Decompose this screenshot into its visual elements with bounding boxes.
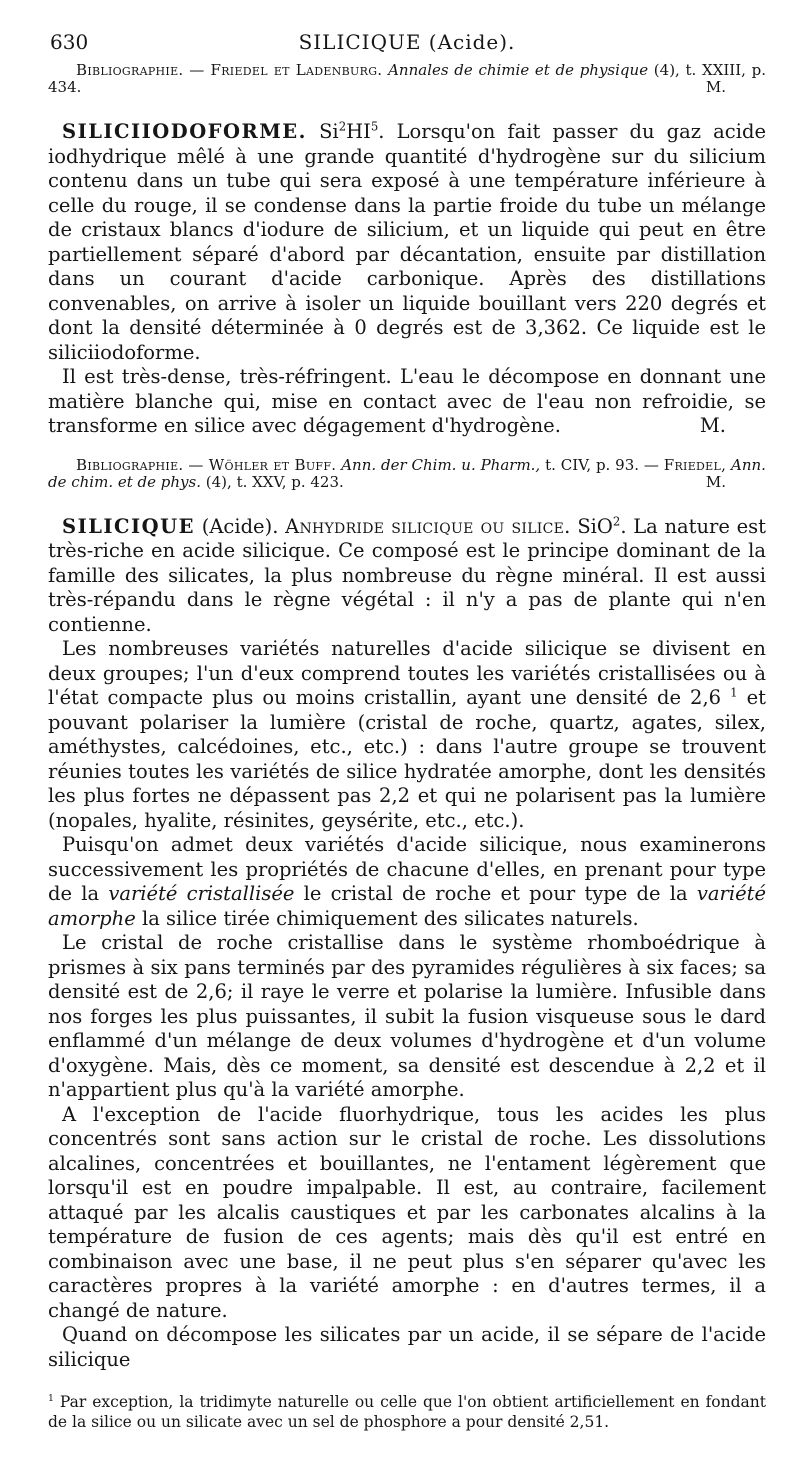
chemical-formula: $Si^2HI^5$ bbox=[319, 119, 379, 143]
paragraph: Il est très-dense, très-réfringent. L'eau le décompose en donnant une matière blanche qui, mise en contact avec de l'eau non refroidie, se transforme en silice avec dégagement d'hydrogène. M. bbox=[48, 365, 766, 437]
footnote-marker: 1 bbox=[48, 1392, 54, 1404]
running-header bbox=[48, 28, 766, 62]
paragraph: A l'exception de l'acide fluorhydrique, tous les acides les plus concentrés sont sans action sur le cristal de roche. Les dissolutions alcalines, concentrées et bouillantes, ne l'entament légèrement que lorsqu'il est en poudre impalpable. Il est, au contraire, facilement attaqué par les alcalis caustiques et par les carbonates alcalins à la température de fusion de ces agents; mais dès qu'il est entré en combinaison avec une base, il ne peut plus s'en séparer qu'avec les caractères propres à la variété amorphe : en d'autres termes, il a changé de nature. bbox=[48, 1102, 766, 1322]
author-signature: M. bbox=[699, 414, 726, 437]
article-heading: SILICIQUE bbox=[62, 514, 196, 538]
article-subheading: Anhydride silicique ou silice. bbox=[285, 514, 571, 538]
article-siliciiodoforme: SILICIIODOFORME. $Si^2HI^5$. Lorsqu'on fait passer du gaz acide iodhydrique mêlé à une grande quantité d'hydrogène sur du silicium contenu dans un tube qui sera exposé à une température inférieure à celle du rouge, il se condense dans la partie froide du tube un mélange de cristaux blancs d'iodure de silicium, et un liquide qui peut en être partiellement séparé d'abord par décantation, ensuite par distillation dans un courant d'acide carbonique. Après des distillations convenables, on arrive à isoler un liquide bouillant vers 220 degrés et dont la densité déterminée à 0 degrés est de 3,362. Ce liquide est le siliciiodoforme. bbox=[48, 119, 766, 364]
author-signature: M. bbox=[705, 78, 726, 96]
bibliography-entry: Bibliographie. — Wöhler et Buff. Ann. der Chim. u. Pharm., t. CIV, p. 93. — Friedel, Ann. de chim. et de phys. (4), t. XXV, p. 423. M. bbox=[48, 455, 766, 491]
page-number: 630 bbox=[50, 30, 89, 54]
bibliography-entry: Bibliographie. — Friedel et Ladenburg. Annales de chimie et de physique (4), t. XXIII, p. 434. M. bbox=[48, 61, 766, 96]
article-heading: SILICIIODOFORME. bbox=[62, 120, 307, 143]
paragraph: Puisqu'on admet deux variétés d'acide silicique, nous examinerons successivement les propriétés de chacune d'elles, en prenant pour type de la variété cristallisée le cristal de roche et pour type de la variété amorphe la silice tirée chimiquement des silicates naturels. bbox=[48, 833, 766, 930]
footnote-reference: 1 bbox=[730, 685, 738, 700]
paragraph: Le cristal de roche cristallise dans le système rhomboédrique à prismes à six pans terminés par des pyramides régulières à six faces; sa densité est de 2,6; il raye le verre et polarise la lumière. Infusible dans nos forges les plus puissantes, il subit la fusion visqueuse sous le dard enflammé d'un mélange de deux volumes d'hydrogène et d'un volume d'oxygène. Mais, dès ce moment, sa densité est descendue à 2,2 et il n'appartient plus qu'à la variété amorphe. bbox=[48, 931, 766, 1101]
article-silicique: SILICIQUE (Acide). Anhydride silicique ou silice. SiO$^2$. La nature est très-riche en acide silicique. Ce composé est le principe dominant de la famille des silicates, la plus nombreuse du règne minéral. Il est aussi très-répandu dans le règne végétal : il n'y a pas de plante qui n'en contienne. bbox=[48, 514, 766, 636]
paragraph: Quand on décompose les silicates par un acide, il se sépare de l'acide silicique bbox=[48, 1323, 766, 1371]
paragraph: Les nombreuses variétés naturelles d'acide silicique se divisent en deux groupes; l'un d'eux comprend toutes les variétés cristallisées ou à l'état compacte plus ou moins cristallin, ayant une densité de 2,6 $^1$ et pouvant polariser la lumière (cristal de roche, quartz, agates, silex, améthystes, calcédoines, etc., etc.) : dans l'autre groupe se trouvent réunies toutes les variétés de silice hydratée amorphe, dont les densités les plus fortes ne dépassent pas 2,2 et qui ne polarisent pas la lumière (nopales, hyalite, résinites, geysérite, etc., etc.). bbox=[48, 637, 767, 832]
page bbox=[48, 28, 766, 1432]
footnote: $^1$ Par exception, la tridimyte naturelle ou celle que l'on obtient artificiellement en fondant de la silice ou un silicate avec un sel de phosphore a pour densité 2,51. bbox=[48, 1392, 766, 1431]
author-signature: M. bbox=[705, 472, 726, 491]
chemical-formula: SiO$^2$ bbox=[577, 514, 621, 538]
running-title: SILICIQUE (Acide). bbox=[298, 30, 516, 54]
